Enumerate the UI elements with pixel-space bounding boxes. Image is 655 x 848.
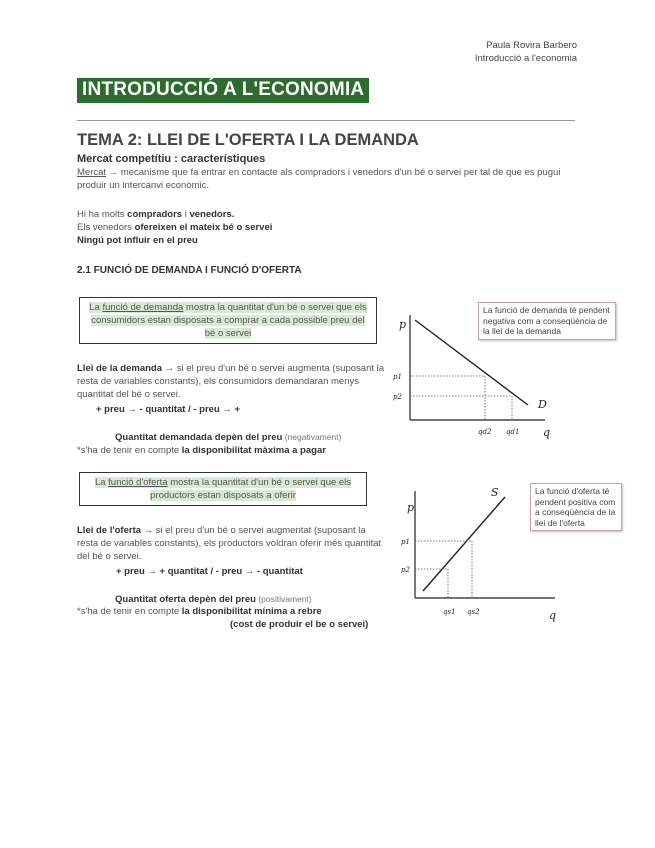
supply-law [77, 524, 389, 563]
demand-law [77, 362, 389, 401]
divider [77, 120, 575, 121]
supply-law-label: Llei de l'oferta → [77, 525, 154, 536]
char-bold: Ningú pot influir en el preu [77, 235, 198, 246]
demand-q1-label: qd2 [478, 428, 492, 436]
supply-curve [423, 497, 505, 591]
mercat-heading: Mercat competítiu : característiques [77, 153, 266, 165]
demand-graph [385, 310, 555, 445]
box-text: La [89, 302, 103, 313]
box-text: mostra la quantitat d'un bé o servei que els productors estan disposats a oferir [150, 477, 352, 501]
note-bold: la disponibilitat màxima a pagar [181, 445, 326, 456]
supply-p1-label: p1 [401, 538, 410, 546]
supply-law-text: si el preu d'un bé o servei augmentat (suposant la resta de variables constants), els productors voldran oferir més quantitat del bé o servei. [77, 525, 382, 562]
note-text: *s'ha de tenir en compte [77, 606, 182, 617]
supply-q2-label: qs2 [467, 608, 480, 616]
demand-q-label: q [543, 426, 551, 439]
section-title: 2.1 FUNCIÓ DE DEMANDA I FUNCIÓ D'OFERTA [77, 265, 302, 276]
demand-q2-label: qd1 [506, 428, 520, 436]
dep-bold: Quantitat demandada depèn del preu [115, 432, 283, 443]
note-bold: la disponibilitat mínima a rebre [181, 606, 322, 617]
author-name: Paula Rovira Barbero [486, 40, 577, 51]
supply-relation: + preu → + quantitat / - preu → - quantitat [116, 566, 303, 577]
demand-relation: + preu → - quantitat / - preu → + [96, 404, 241, 415]
char-line-2 [77, 221, 567, 234]
supply-curve-label: S [491, 486, 499, 499]
header [475, 39, 577, 65]
char-bold: venedors. [189, 209, 235, 220]
demand-curve-label: D [538, 398, 547, 411]
demand-note-line [77, 444, 567, 457]
demand-term: funció de demanda [102, 302, 184, 313]
demand-p2-label: p2 [393, 393, 402, 401]
char-bold: ofereixen el mateix bé o servei [134, 222, 273, 233]
demand-p-label: p [399, 318, 407, 331]
supply-note-cost: (cost de produir el be o servei) [230, 619, 369, 630]
characteristics [77, 208, 567, 247]
dep-note: (positivament) [255, 594, 312, 604]
char-text: i [182, 209, 190, 220]
mercat-text: → mecanisme que fa entrar en contacte als compradors i venedors d'un bé o servei per tal de que es pugui produir un intercanvi econòmic. [77, 167, 561, 191]
demand-definition-box [79, 297, 377, 344]
note-text: *s'ha de tenir en compte [77, 445, 182, 456]
course-name: Introducció a l'economia [474, 53, 577, 64]
supply-definition-box [79, 472, 367, 506]
supply-p2-label: p2 [401, 566, 410, 574]
box-text: La [94, 477, 109, 488]
supply-sticky-note: La funció d'oferta té pendent positiva com a conseqüència de la llei de l'oferta [530, 483, 622, 531]
char-bold: compradors [127, 209, 183, 220]
supply-p-label: p [407, 501, 415, 514]
demand-curve [415, 320, 528, 405]
dep-note: (negativament) [282, 432, 342, 442]
demand-law-label: Llei de la demanda → [77, 363, 175, 374]
supply-term: funció d'oferta [108, 477, 168, 488]
char-line-1 [77, 208, 567, 221]
mercat-definition [77, 166, 567, 192]
supply-q1-label: qs1 [443, 608, 456, 616]
dep-bold: Quantitat oferta depèn del preu [115, 594, 256, 605]
char-line-3 [77, 234, 567, 247]
box-text: mostra la quantitat d'un bé o servei que els consumidors estan disposats a comprar a cada possible preu del bé o servei [91, 302, 367, 339]
demand-law-text: si el preu d'un bé o servei augmenta (suposant la resta de variables constants), els consumidors demandaran menys quantitat del bé o servei. [77, 363, 385, 400]
char-text: Hi ha molts [77, 209, 128, 220]
supply-definition-text [95, 477, 351, 501]
supply-graph [375, 483, 565, 628]
demand-p1-label: p1 [393, 373, 402, 381]
mercat-term: Mercat [77, 167, 107, 178]
char-text: Els venedors [77, 222, 135, 233]
tema-title: TEMA 2: LLEI DE L'OFERTA I LA DEMANDA [77, 131, 419, 149]
supply-q-label: q [549, 609, 557, 622]
banner-title: INTRODUCCIÓ A L'ECONOMIA [77, 78, 369, 103]
demand-sticky-note: La funció de demanda té pendent negativa com a conseqüència de la llei de la demanda [478, 302, 616, 340]
demand-definition-text [89, 302, 367, 339]
